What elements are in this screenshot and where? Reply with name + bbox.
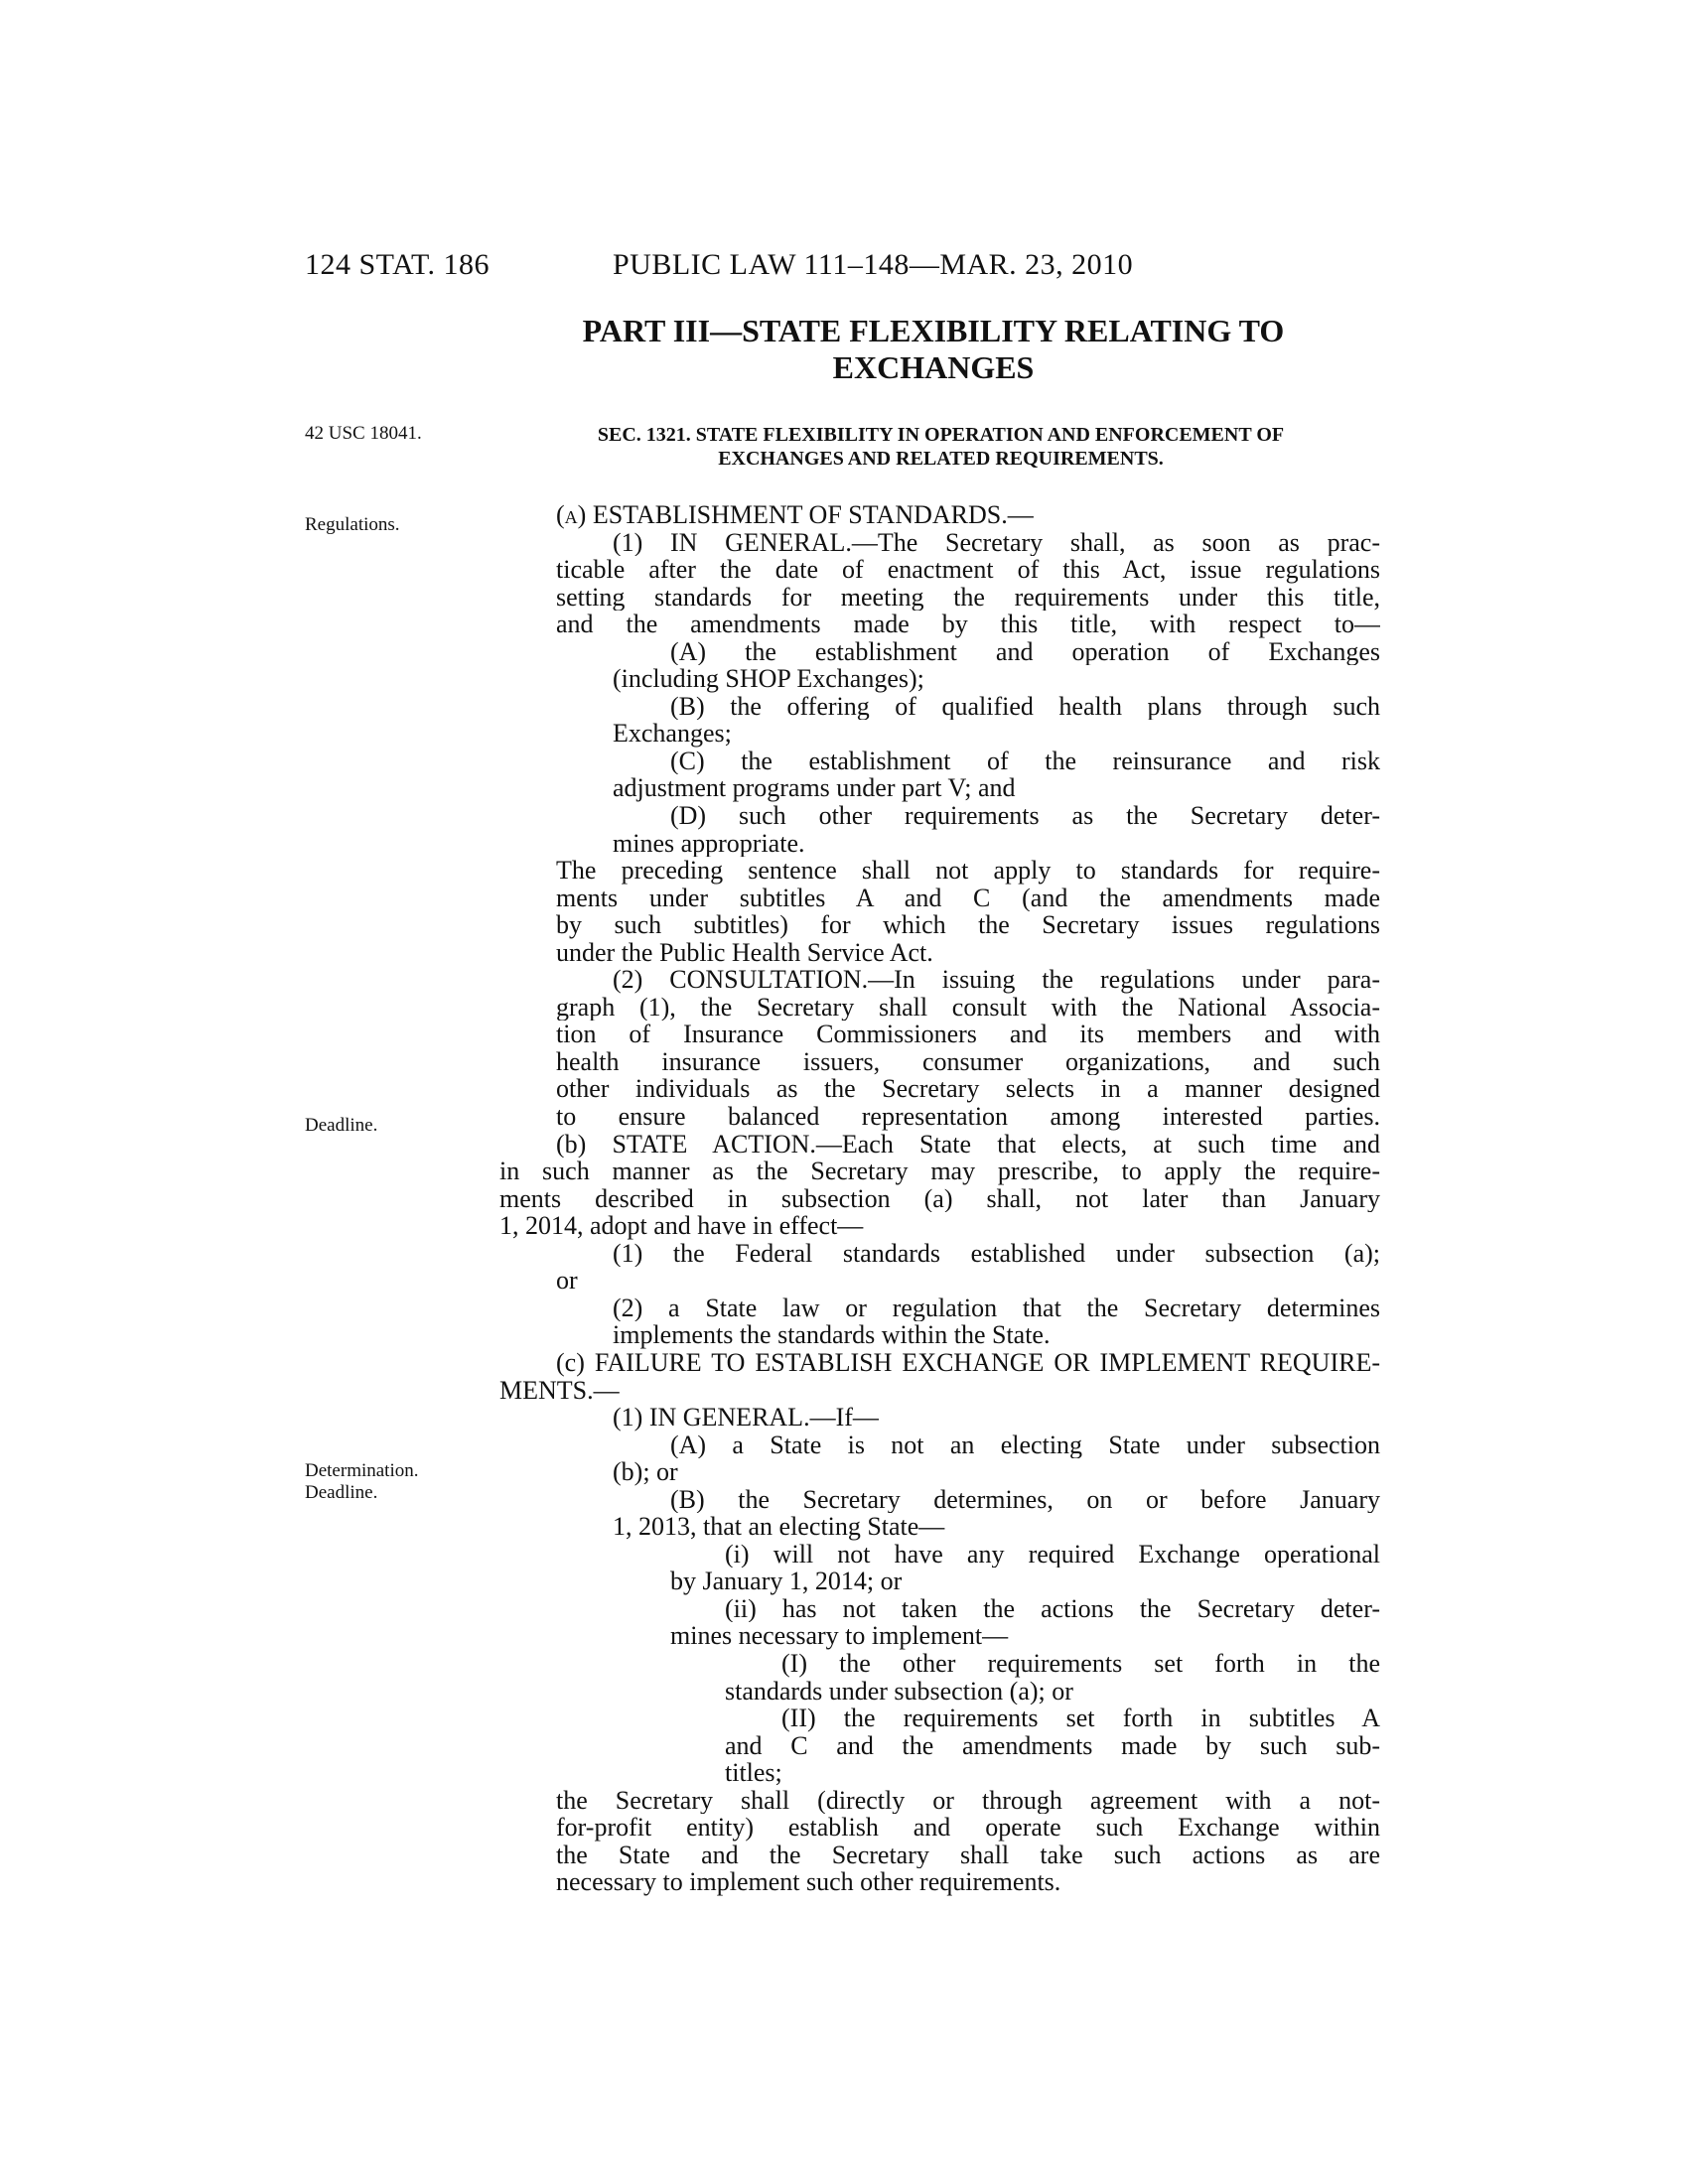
body-line: ments described in subsection (a) shall, not later than January xyxy=(499,1184,1380,1213)
body-line: titles; xyxy=(725,1759,782,1787)
body-line: (A) a State is not an electing State under subsection xyxy=(670,1431,1380,1459)
body-line: ments under subtitles A and C (and the amendments made xyxy=(556,884,1380,912)
body-line: (D) such other requirements as the Secretary deter- xyxy=(670,802,1380,830)
body-line: The preceding sentence shall not apply to standards for require- xyxy=(556,857,1380,885)
body-line: (i) will not have any required Exchange operational xyxy=(725,1540,1380,1569)
margin-note-usc: 42 USC 18041. xyxy=(305,423,422,444)
body-line: and C and the amendments made by such sub- xyxy=(725,1731,1380,1760)
body-line: (b) STATE ACTION.—Each State that elects, at such time and xyxy=(556,1130,1380,1159)
body-line: or xyxy=(556,1267,578,1295)
law-title: PUBLIC LAW 111–148—MAR. 23, 2010 xyxy=(613,248,1134,281)
body-line: in such manner as the Secretary may prescribe, to apply the require- xyxy=(499,1158,1380,1185)
body-line: (A) the establishment and operation of Exchanges xyxy=(670,637,1380,666)
body-line: mines appropriate. xyxy=(613,829,805,858)
body-line: for-profit entity) establish and operate such Exchange within xyxy=(556,1814,1380,1842)
body-line: necessary to implement such other requirements. xyxy=(556,1868,1061,1896)
body-line: the State and the Secretary shall take such actions as are xyxy=(556,1841,1380,1869)
body-line: (c) FAILURE TO ESTABLISH EXCHANGE OR IMPLEMENT REQUIRE- xyxy=(556,1348,1380,1377)
body-line: MENTS.— xyxy=(499,1376,620,1405)
body-line: setting standards for meeting the requirements under this title, xyxy=(556,583,1380,612)
body-line: by January 1, 2014; or xyxy=(670,1568,903,1595)
body-line: adjustment programs under part V; and xyxy=(613,774,1016,803)
body-line: the Secretary shall (directly or through agreement with a not- xyxy=(556,1786,1380,1815)
body-line: (1) IN GENERAL.—The Secretary shall, as soon as prac- xyxy=(613,528,1380,557)
body-line: health insurance issuers, consumer organizations, and such xyxy=(556,1047,1380,1076)
margin-note-deadline: Deadline. xyxy=(305,1115,378,1136)
body-line: (including SHOP Exchanges); xyxy=(613,665,924,693)
body-line: mines necessary to implement— xyxy=(670,1622,1009,1650)
margin-note-deadline: Deadline. xyxy=(305,1482,378,1503)
body-line: ticable after the date of enactment of this Act, issue regulations xyxy=(556,556,1380,584)
body-line: 1, 2013, that an electing State— xyxy=(613,1513,945,1541)
body-line: (C) the establishment of the reinsurance and risk xyxy=(670,747,1380,775)
body-line: (b); or xyxy=(613,1458,678,1486)
running-head xyxy=(0,248,1688,288)
margin-note-regulations: Regulations. xyxy=(305,514,400,535)
body-line: (2) a State law or regulation that the Secretary determines xyxy=(613,1294,1380,1322)
body-line: graph (1), the Secretary shall consult with the National Associa- xyxy=(556,993,1380,1022)
body-line: (ii) has not taken the actions the Secretary deter- xyxy=(725,1594,1380,1623)
body-line: (B) the Secretary determines, on or before January xyxy=(670,1485,1380,1514)
body-line: to ensure balanced representation among interested parties. xyxy=(556,1103,1380,1131)
body-line: standards under subsection (a); or xyxy=(725,1677,1073,1706)
body-line: (II) the requirements set forth in subtitles A xyxy=(781,1705,1380,1732)
body-line: under the Public Health Service Act. xyxy=(556,938,933,967)
body-line: by such subtitles) for which the Secretary issues regulations xyxy=(556,911,1380,939)
section-heading xyxy=(501,423,1380,471)
margin-note-determination: Determination. xyxy=(305,1460,419,1481)
body-line: (2) CONSULTATION.—In issuing the regulations under para- xyxy=(613,966,1380,994)
body-line: other individuals as the Secretary selects in a manner designed xyxy=(556,1075,1380,1104)
section-heading-line: SEC. 1321. STATE FLEXIBILITY IN OPERATION AND ENFORCEMENT OF xyxy=(597,424,1285,446)
part-heading-line: EXCHANGES xyxy=(832,349,1035,385)
body-line: implements the standards within the State. xyxy=(613,1321,1051,1349)
page-number: 124 STAT. 186 xyxy=(305,248,491,281)
body-line: 1, 2014, adopt and have in effect— xyxy=(499,1212,864,1240)
part-heading xyxy=(477,313,1390,386)
part-heading-line: PART III—STATE FLEXIBILITY RELATING TO xyxy=(582,313,1285,348)
body-line: tion of Insurance Commissioners and its members and with xyxy=(556,1021,1380,1048)
body-line: (1) IN GENERAL.—If— xyxy=(613,1404,879,1432)
body-line: and the amendments made by this title, with respect to— xyxy=(556,611,1380,638)
body-line: (1) the Federal standards established under subsection (a); xyxy=(613,1239,1380,1268)
body-line: (B) the offering of qualified health plans through such xyxy=(670,692,1380,721)
section-body xyxy=(499,501,1380,1896)
body-line: (I) the other requirements set forth in the xyxy=(781,1649,1380,1678)
body-line: Exchanges; xyxy=(613,720,732,748)
body-line: (a) ESTABLISHMENT OF STANDARDS.— xyxy=(556,501,1034,529)
section-heading-line: EXCHANGES AND RELATED REQUIREMENTS. xyxy=(718,448,1164,470)
